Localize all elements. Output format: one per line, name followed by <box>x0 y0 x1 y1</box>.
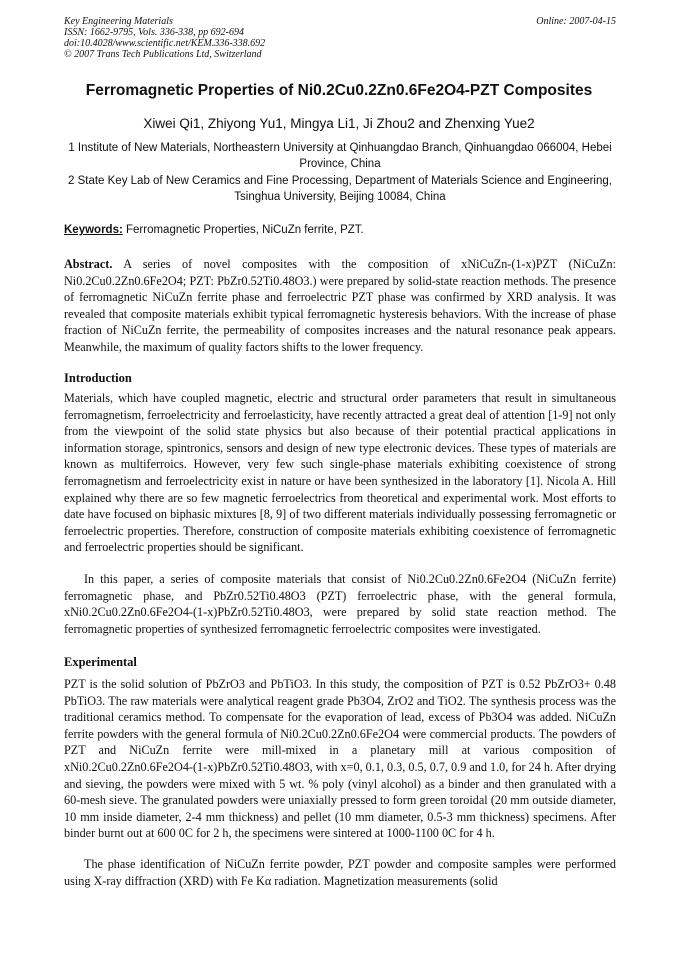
experimental-heading: Experimental <box>64 655 137 669</box>
experimental-paragraph-1: PZT is the solid solution of PbZrO3 and PbTiO3. In this study, the composition of PZT is 0.52 PbZrO3+ 0.48 PbTiO3. The raw materials were analytical reagent grade Pb3O4, ZrO2 and TiO2. The synthesis process was the traditional ceramics method. To compensate for the evaporation of lead, excess of Pb3O4 was added. NiCuZn ferrite powders with the general formula of Ni0.2Cu0.2Zn0.6Fe2O4 were commercial products. The powders of PZT and NiCuZn ferrite were mill-mixed in a planetary mill at various composition of xNi0.2Cu0.2Zn0.6Fe2O4-(1-x)PbZr0.52Ti0.48O3, with x=0, 0.1, 0.3, 0.5, 0.7, 0.9 and 1.0, for 24 h. After drying and sieving, the powders were mixed with 5 wt. % poly (vinyl alcohol) as a binder and then granulated with a 60-mesh sieve. The granulated powders were uniaxially pressed to form green toroidal (20 mm outside diameter, 10 mm inside diameter, 2-4 mm thickness) and pellet (10 mm diameter, 0.5-3 mm thickness) specimens. After binder burnt out at 600 0C for 2 h, the specimens were sintered at 1000-1100 0C for 4 h. <box>64 677 616 841</box>
affiliation-1: 1 Institute of New Materials, Northeastern University at Qinhuangdao Branch, Qinhuangdao 066004, Hebei Province, China <box>68 142 612 170</box>
issn-line: ISSN: 1662-9795, Vols. 336-338, pp 692-694 <box>64 27 244 38</box>
keywords-label: Keywords: <box>64 224 123 236</box>
abstract-text: A series of novel composites with the composition of xNiCuZn-(1-x)PZT (NiCuZn: Ni0.2Cu0.2Zn0.6Fe2O4; PZT: PbZr0.52Ti0.48O3.) were prepared by solid-state reaction methods. The presence of ferromagnetic NiCuZn ferrite phase and ferroelectric PZT phase was confirmed by XRD analysis. It was revealed that composite materials exhibit typical ferromagnetic hysteresis behaviors. With the increase of phase fraction of NiCuZn ferrite, the permeability of composites increases and the natural resonance peak appears. Meanwhile, the maximum of quality factors shifts to the lower frequency. <box>64 257 617 354</box>
journal-header <box>64 16 616 60</box>
abstract-label: Abstract. <box>64 257 113 271</box>
keywords <box>64 222 616 238</box>
experimental-paragraph-2: The phase identification of NiCuZn ferrite powder, PZT powder and composite samples were performed using X-ray diffraction (XRD) with Fe Kα radiation. Magnetization measurements (solid <box>64 857 616 888</box>
keywords-text: Ferromagnetic Properties, NiCuZn ferrite, PZT. <box>126 224 364 236</box>
copyright-line: © 2007 Trans Tech Publications Ltd, Switzerland <box>64 49 262 60</box>
introduction-paragraph-1: Materials, which have coupled magnetic, electric and structural order parameters that result in simultaneous ferromagnetism, ferroelectricity and ferroelasticity, have recently attracted a great deal of attention [1-9] not only from the viewpoint of the solid state physics but also because of their potential practical applications in information storage, spintronics, sensors and design of new type electronic devices. These types of materials are known as multiferroics. However, very few such single-phase materials exhibiting coexistence of strong ferromagnetism and ferroelectricity exist in nature or have been synthesized in the laboratory [1]. Nicola A. Hill explained why there are so few magnetic ferroelectrics from theoretical and experimental work. Most efforts to date have focused on biphasic mixtures [8, 9] of two different materials individually possessing ferromagnetic or ferroelectric properties. Therefore, construction of composite materials exhibiting coexistence of ferromagnetic and ferroelectric properties should be significant. <box>64 391 616 555</box>
journal-name: Key Engineering Materials <box>64 16 173 27</box>
affiliation-2: 2 State Key Lab of New Ceramics and Fine Processing, Department of Materials Science and Engineering, Tsinghua University, Beijing 10084, China <box>68 175 612 203</box>
introduction-heading: Introduction <box>64 371 132 385</box>
doi-line: doi:10.4028/www.scientific.net/KEM.336-338.692 <box>64 38 266 49</box>
author-list: Xiwei Qi1, Zhiyong Yu1, Mingya Li1, Ji Zhou2 and Zhenxing Yue2 <box>143 116 535 131</box>
online-date: Online: 2007-04-15 <box>536 16 616 27</box>
paper-title: Ferromagnetic Properties of Ni0.2Cu0.2Zn0.6Fe2O4-PZT Composites <box>85 82 593 99</box>
abstract <box>64 256 616 356</box>
introduction-paragraph-2: In this paper, a series of composite materials that consist of Ni0.2Cu0.2Zn0.6Fe2O4 (NiCuZn ferrite) ferromagnetic phase, and PbZr0.52Ti0.48O3 (PZT) ferroelectric phase, with the general formula, xNi0.2Cu0.2Zn0.6Fe2O4-(1-x)PbZr0.52Ti0.48O3, were prepared by solid state reaction method. The ferromagnetic properties of synthesized ferromagnetic ferroelectric composites were investigated. <box>64 572 616 636</box>
